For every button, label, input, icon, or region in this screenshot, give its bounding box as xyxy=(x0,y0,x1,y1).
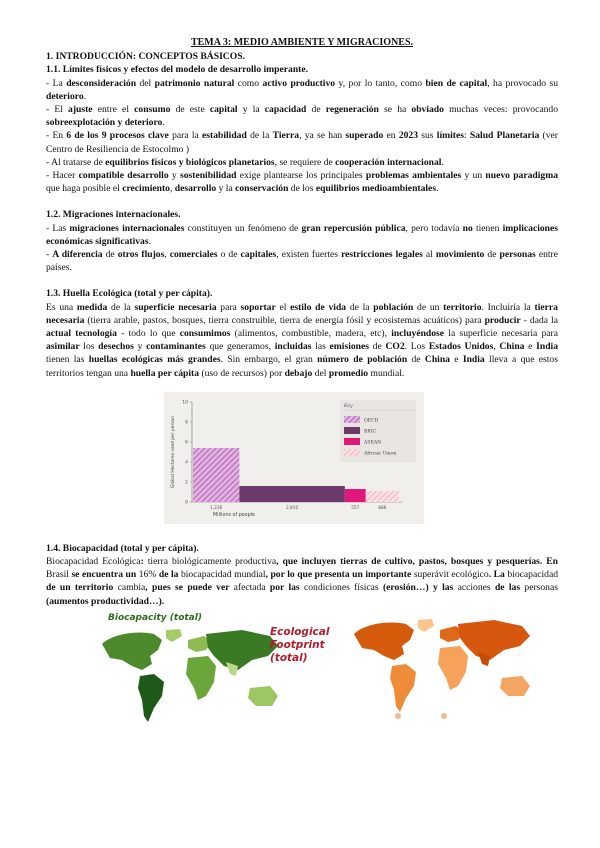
text-run: biocapacidad mundial xyxy=(180,569,266,581)
text-run: las xyxy=(311,341,330,353)
bold-term: 2023 xyxy=(398,130,419,142)
text-run: e xyxy=(524,341,537,353)
text-run: lleva a que estos territorios tengan una xyxy=(46,354,558,379)
bold-term: desechos xyxy=(98,341,134,353)
text-run: de xyxy=(102,249,118,261)
footprint-world-map xyxy=(344,616,544,722)
text-run: tienen xyxy=(472,222,503,234)
text-run: superávit ecológico xyxy=(413,569,489,581)
section-heading-1: 1. INTRODUCCIÓN: CONCEPTOS BÁSICOS. xyxy=(46,51,245,63)
text-run: , existen fuertes xyxy=(276,249,342,261)
text-run: de xyxy=(306,104,326,116)
bold-term: , pues se puede ver xyxy=(145,582,234,594)
text-run: . xyxy=(441,156,444,168)
text-run: la superficie necesaria para xyxy=(444,328,559,340)
bold-term: por las xyxy=(265,582,304,594)
text-run: , ya se han xyxy=(299,130,346,142)
text-run: que haga posible el xyxy=(46,183,123,195)
biocapacity-world-map xyxy=(92,626,292,732)
legend-entry: BRIC xyxy=(364,429,377,435)
bold-term: otros flujos xyxy=(117,249,165,261)
bold-term: ajuste xyxy=(68,104,93,116)
bold-term: debajo xyxy=(284,367,313,379)
text-run: - En xyxy=(46,130,67,142)
text-run: para xyxy=(216,301,241,313)
bold-term: promedio xyxy=(328,367,369,379)
subsection-heading-1-3: 1.3. Huella Ecológica (total y per cápita). xyxy=(46,288,213,300)
bold-term: deterioro xyxy=(46,90,84,102)
bold-term: capitales xyxy=(240,249,277,261)
bold-term: desconsideración xyxy=(66,77,137,89)
text-run: (uso de recursos) por xyxy=(199,367,285,379)
x-tick-label: 1,236 xyxy=(210,505,223,511)
text-run: (tierra arable, pastos, bosques, tierra construible, tierra de energía fósil y ecosistemas acuáticos) para xyxy=(84,314,485,326)
text-run: constituyen un fenómeno de xyxy=(184,222,302,234)
bold-term: contaminantes xyxy=(146,341,206,353)
text-run: : xyxy=(463,130,470,142)
bold-term: restricciones legales xyxy=(341,249,423,261)
text-run: y xyxy=(133,341,147,353)
text-run: del xyxy=(136,77,155,89)
bold-term: asimilar xyxy=(46,341,80,353)
text-run: de la xyxy=(346,301,374,313)
footprint-label-line1: Ecological xyxy=(270,625,330,638)
footprint-label-line3: (total) xyxy=(270,651,308,664)
bold-term: medida xyxy=(76,301,108,313)
text-run: . xyxy=(148,235,151,247)
bold-term: huella per cápita xyxy=(130,367,200,379)
map-north-america xyxy=(354,622,414,660)
text-run: muchas veces: provocando xyxy=(443,104,558,116)
bold-term: Estados Unidos xyxy=(428,341,494,353)
map-africa xyxy=(186,656,216,700)
bold-term: , que incluyen tierras de cultivo, pastos, bosques y pesquerías. En xyxy=(276,556,559,568)
bold-term: patrimonio natural xyxy=(154,77,235,89)
text-run: y un xyxy=(461,170,486,182)
text-run: de los xyxy=(288,183,316,195)
y-tick-label: 8 xyxy=(185,420,188,426)
text-run: - todo lo que xyxy=(116,328,180,340)
bold-term: implicaciones económicas significativas xyxy=(46,222,559,247)
y-tick-label: 0 xyxy=(185,500,188,506)
bold-term: incluidas xyxy=(274,341,312,353)
map-watermark xyxy=(395,713,447,719)
map-south-america xyxy=(138,674,164,722)
text-run: . xyxy=(436,183,439,195)
footprint-label-line2: Footprint xyxy=(270,638,325,651)
text-run: mundial. xyxy=(368,367,405,379)
text-run: y xyxy=(168,170,180,182)
map-asia xyxy=(206,630,278,670)
text-run: , pero todavía xyxy=(405,222,463,234)
bold-term: (erosión…) y las xyxy=(378,582,458,594)
bold-term: migraciones internacionales xyxy=(69,222,185,234)
text-run: biocapacidad xyxy=(507,569,558,581)
text-run: . Incluiría la xyxy=(481,301,535,313)
x-tick-label: 2,810 xyxy=(285,505,299,511)
map-australia xyxy=(500,676,530,696)
legend-entry: OECD xyxy=(364,418,379,424)
bold-term: crecimiento xyxy=(122,183,170,195)
legend-swatch xyxy=(344,427,360,434)
text-run: entre países. xyxy=(46,249,558,274)
bold-term: consumo xyxy=(134,104,171,116)
text-run: y la xyxy=(216,183,236,195)
bold-term: Tierra xyxy=(272,130,300,142)
bold-term: actual tecnología xyxy=(46,328,117,340)
text-run: cambia xyxy=(117,582,146,594)
bold-term: conservación xyxy=(235,183,289,195)
bold-term: incluyéndose xyxy=(391,328,445,340)
bold-term: estabilidad xyxy=(202,130,247,142)
text-run: los xyxy=(79,341,99,353)
paragraph xyxy=(46,169,558,195)
paragraph xyxy=(46,555,558,608)
text-run: . Sin embargo, el gran xyxy=(220,354,318,366)
text-run: o de xyxy=(217,249,241,261)
bold-term: territorio xyxy=(443,301,482,313)
bold-term: sobreexplotación y deterioro xyxy=(46,117,163,129)
map-south-america xyxy=(390,664,416,712)
bold-term: límites xyxy=(436,130,464,142)
text-run: exige plantearse los principales xyxy=(236,170,366,182)
bold-term: personas xyxy=(499,249,536,261)
bold-term: capital xyxy=(209,104,238,116)
y-axis-label: Global Hectares used per person xyxy=(171,415,176,488)
text-run: - xyxy=(46,249,53,261)
bold-term: población xyxy=(373,301,414,313)
bold-term: gran repercusión pública xyxy=(301,222,406,234)
map-australia xyxy=(248,686,278,706)
text-run: personas xyxy=(524,582,558,594)
bold-term: India xyxy=(536,341,558,353)
text-run: el xyxy=(275,301,291,313)
bold-term: obviado xyxy=(411,104,444,116)
footprint-map-label xyxy=(270,626,329,665)
text-run: de xyxy=(484,249,500,261)
text-run: e xyxy=(449,354,463,366)
bold-term: sostenibilidad xyxy=(180,170,237,182)
text-run: como xyxy=(234,77,263,89)
bold-term: India xyxy=(462,354,485,366)
bold-term: regeneración xyxy=(325,104,379,116)
text-run: - Al tratarse de xyxy=(46,156,106,168)
subsection-heading-1-2: 1.2. Migraciones internacionales. xyxy=(46,209,181,221)
y-tick-label: 10 xyxy=(182,400,188,406)
bold-term: huellas ecológicas más grandes xyxy=(88,354,221,366)
text-run: . xyxy=(162,117,165,129)
bold-term: (aumentos productividad…). xyxy=(46,595,165,607)
bold-term: activo productivo xyxy=(262,77,336,89)
paragraph xyxy=(46,129,558,155)
map-africa xyxy=(438,646,468,690)
bold-term: 6 de los 9 procesos clave xyxy=(66,130,169,142)
text-run: tienen las xyxy=(46,354,89,366)
bold-term: soportar xyxy=(240,301,276,313)
text-run: - La xyxy=(46,77,67,89)
y-tick-label: 6 xyxy=(185,440,188,446)
bold-term: tierra necesaria xyxy=(46,301,558,326)
bold-term: equilibrios medioambientales xyxy=(315,183,437,195)
bold-term: superado xyxy=(345,130,384,142)
map-greenland xyxy=(418,619,434,632)
text-run: - Las xyxy=(46,222,70,234)
text-run: de un xyxy=(413,301,444,313)
bold-term: A diferencia xyxy=(52,249,103,261)
map-north-america xyxy=(102,632,162,670)
text-run: del xyxy=(312,367,329,379)
text-run: (alimentos, combustible, madera, etc), xyxy=(230,328,392,340)
bold-term: consumimos xyxy=(179,328,231,340)
text-run: sus xyxy=(418,130,437,142)
bold-term: de la xyxy=(156,569,181,581)
text-run: condiciones físicas xyxy=(303,582,379,594)
bold-term: . La xyxy=(488,569,508,581)
bold-term: de un territorio xyxy=(46,582,118,594)
subsection-heading-1-4: 1.4. Biocapacidad (total y per cápita). xyxy=(46,542,199,554)
text-run: Biocapacidad Ecológica xyxy=(46,556,141,568)
bold-term: emisiones xyxy=(329,341,369,353)
paragraph xyxy=(46,77,558,103)
text-run: en xyxy=(383,130,399,142)
text-run: , ha provocado su xyxy=(487,77,559,89)
text-run: de este xyxy=(170,104,210,116)
bold-term: compatible desarrollo xyxy=(78,170,169,182)
text-run: tierra biológicamente productiva xyxy=(147,556,277,568)
document-page xyxy=(46,36,558,740)
text-run: - dada la xyxy=(520,314,558,326)
text-run: . Los xyxy=(404,341,429,353)
bold-term: bien de capital xyxy=(425,77,488,89)
text-run: entre el xyxy=(92,104,135,116)
text-run: para la xyxy=(168,130,203,142)
maps-figure xyxy=(46,612,558,740)
text-run: , xyxy=(164,249,170,261)
legend-title: Key xyxy=(344,403,353,409)
legend-entry: ASEAN xyxy=(364,440,382,446)
bold-term: : xyxy=(140,556,148,568)
bold-term: equilibrios físicos y biológicos planetarios xyxy=(105,156,275,168)
bold-term: China xyxy=(499,341,525,353)
bold-term: superficie necesaria xyxy=(134,301,217,313)
text-run: (ver Centro de Resiliencia de Estocolmo ) xyxy=(46,130,558,155)
bold-term: número de población xyxy=(317,354,408,366)
document-title: TEMA 3: MEDIO AMBIENTE Y MIGRACIONES. xyxy=(190,37,414,48)
paragraph xyxy=(46,301,558,380)
bold-term: nuevo paradigma xyxy=(485,170,558,182)
bold-term: capacidad xyxy=(264,104,307,116)
paragraph xyxy=(46,222,558,248)
x-tick-label: 886 xyxy=(378,505,387,511)
text-run: acciones xyxy=(457,582,491,594)
legend-entry: African Union xyxy=(364,451,397,457)
bold-term: estilo de vida xyxy=(290,301,347,313)
bold-term: CO2 xyxy=(385,341,405,353)
bold-term: desarrollo xyxy=(174,183,217,195)
legend-swatch xyxy=(344,449,360,456)
text-run: , xyxy=(169,183,175,195)
bold-term: , por lo que presenta un importante xyxy=(265,569,414,581)
text-run: se ha xyxy=(378,104,412,116)
text-run: Es una xyxy=(46,301,77,313)
legend-swatch xyxy=(344,416,360,423)
bold-term: problemas ambientales xyxy=(365,170,462,182)
bar-african-union xyxy=(366,491,399,502)
footprint-chart xyxy=(164,392,424,524)
text-run: y la xyxy=(237,104,265,116)
y-tick-label: 2 xyxy=(185,480,188,486)
bold-term: China xyxy=(424,354,450,366)
bar-oecd xyxy=(193,448,239,502)
paragraph xyxy=(46,156,558,169)
text-run: 16% xyxy=(138,569,157,581)
text-run: de xyxy=(369,341,386,353)
bold-term: se encuentra un xyxy=(68,569,139,581)
map-greenland xyxy=(166,629,182,642)
subsection-heading-1-1: 1.1. Límites físicos y efectos del modelo de desarrollo imperante. xyxy=(46,64,309,76)
text-run: Brasil xyxy=(46,569,69,581)
text-run: - Hacer xyxy=(46,170,79,182)
text-run: de xyxy=(407,354,425,366)
text-run: que generamos, xyxy=(205,341,275,353)
bar-bric xyxy=(239,486,344,502)
text-run: al xyxy=(422,249,436,261)
map-asia xyxy=(458,620,530,660)
text-run: . xyxy=(83,90,87,102)
bold-term: movimiento xyxy=(435,249,485,261)
legend-swatch xyxy=(344,438,360,445)
footprint-chart-svg xyxy=(164,392,424,524)
text-run: afectada xyxy=(233,582,266,594)
text-run: y, por lo tanto, como xyxy=(335,77,426,89)
bold-term: no xyxy=(462,222,473,234)
bar-asean xyxy=(345,489,366,502)
x-tick-label: 557 xyxy=(351,505,360,511)
bold-term: cooperación internacional xyxy=(335,156,442,168)
text-run: de la xyxy=(246,130,273,142)
paragraph xyxy=(46,248,558,274)
text-run: , xyxy=(493,341,500,353)
bold-term: de las xyxy=(490,582,525,594)
biocapacity-map-label: Biocapacity (total) xyxy=(108,612,202,623)
x-axis-label: Millions of people xyxy=(213,512,255,518)
bold-term: producir xyxy=(484,314,521,326)
paragraph xyxy=(46,103,558,129)
text-run: de la xyxy=(107,301,135,313)
bold-term: Salud Planetaria xyxy=(469,130,540,142)
text-run: - El xyxy=(46,104,69,116)
bold-term: comerciales xyxy=(169,249,218,261)
y-tick-label: 4 xyxy=(185,460,188,466)
text-run: , se requiere de xyxy=(274,156,336,168)
